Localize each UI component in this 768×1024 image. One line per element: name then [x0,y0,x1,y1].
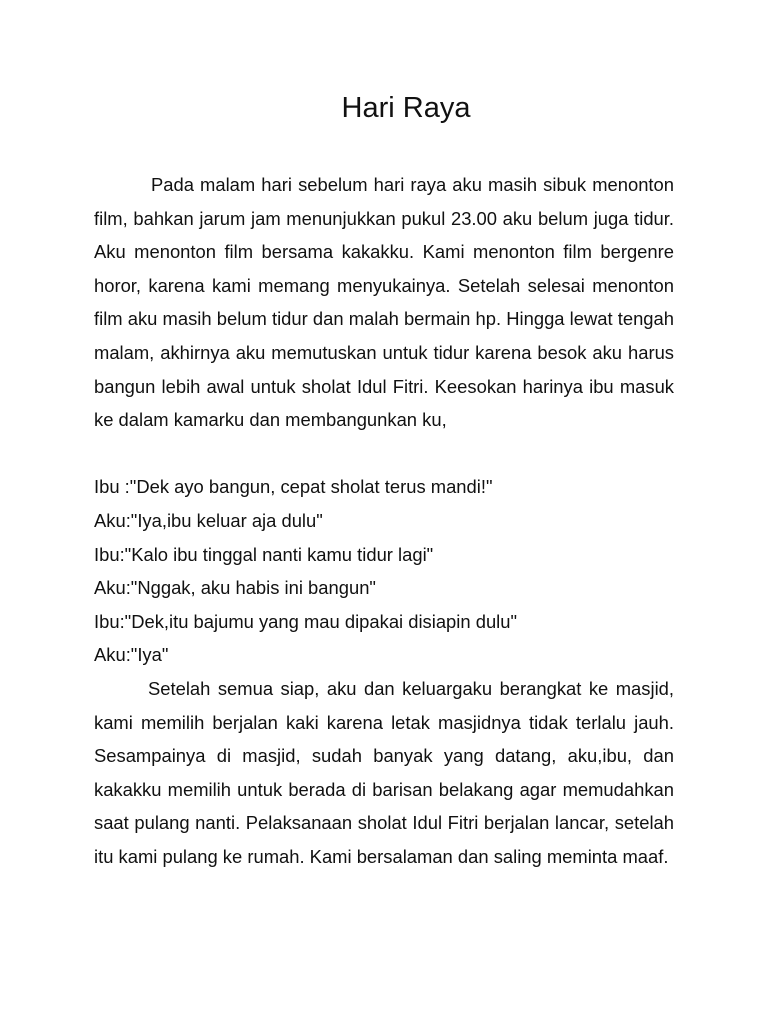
paragraph-2: Setelah semua siap, aku dan keluargaku berangkat ke masjid, kami memilih berjalan kaki karena letak masjidnya tidak terlalu jauh. Sesampainya di masjid, sudah banyak yang datang, aku,ibu, dan kakakku memilih untuk berada di barisan belakang agar memudahkan saat pulang nanti. Pelaksanaan sholat Idul Fitri berjalan lancar, setelah itu kami pulang ke rumah. Kami bersalaman dan saling meminta maaf. [94,677,674,867]
dialogue-line-1: Ibu :"Dek ayo bangun, cepat sholat terus mandi!" [94,476,493,498]
paragraph-1: Pada malam hari sebelum hari raya aku masih sibuk menonton film, bahkan jarum jam menunjukkan pukul 23.00 aku belum juga tidur. Aku menonton film bersama kakakku. Kami menonton film bergenre horor, karena kami memang menyukainya. Setelah selesai menonton film aku masih belum tidur dan malah bermain hp. Hingga lewat tengah malam, akhirnya aku memutuskan untuk tidur karena besok aku harus bangun lebih awal untuk sholat Idul Fitri. Keesokan harinya ibu masuk ke dalam kamarku dan membangunkan ku, [94,174,674,431]
dialogue-line-2: Aku:"Iya,ibu keluar aja dulu" [94,509,323,531]
document-title: Hari Raya [341,92,471,124]
dialogue-line-3: Ibu:"Kalo ibu tinggal nanti kamu tidur lagi" [94,543,434,565]
paragraph-spacer [94,437,674,471]
dialogue-line-6: Aku:"Iya" [94,644,169,666]
document-body [94,168,674,873]
dialogue-line-5: Ibu:"Dek,itu bajumu yang mau dipakai disiapin dulu" [94,610,518,632]
dialogue-line-4: Aku:"Nggak, aku habis ini bangun" [94,577,376,599]
dialogue-block [94,470,674,672]
